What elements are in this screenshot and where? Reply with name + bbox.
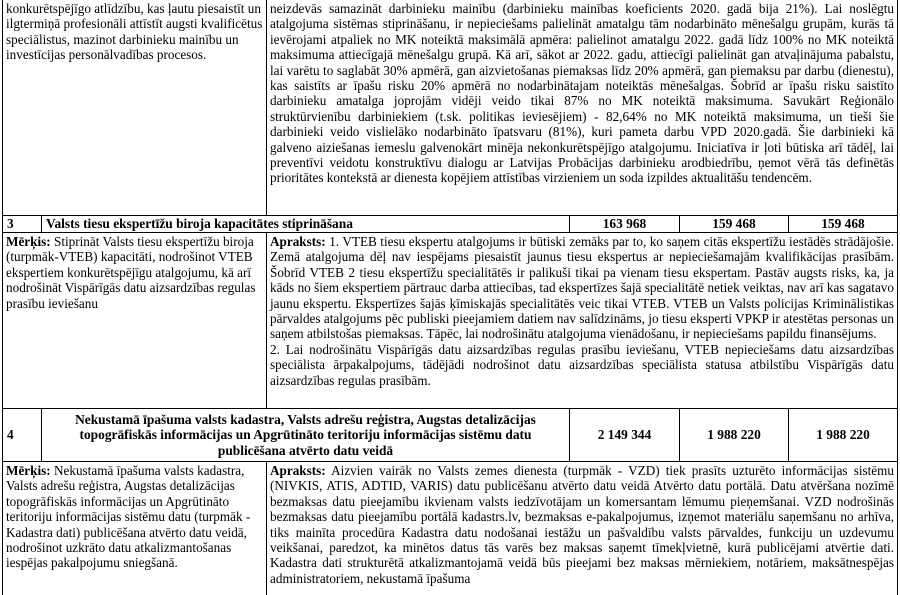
- row3-description-p2: 2. Lai nodrošinātu Vispārīgās datu aizsardzības regulas prasību ieviešanu, VTEB nepieciešams datu aizsardzības speciālista ārpakalpojums, tādējādi nodrošinot datu aizsardzības speciālista statusa atbilstību Vispārīgās datu aizsardzības regulas prasībām.: [270, 341, 894, 388]
- row4-title: Nekustamā īpašuma valsts kadastra, Valsts adrešu reģistra, Augstas detalizācijas topogrāfiskās informācijas un Apgrūtināto teritoriju informācijas sistēmu datu publicēšana atvērto datu veidā: [41, 408, 570, 462]
- row4-value-1: 2 149 344: [569, 408, 680, 462]
- row3-value-1: 163 968: [569, 215, 680, 233]
- row3-goal-label: Mērķis:: [6, 234, 51, 249]
- row4-value-3: 1 988 220: [788, 408, 898, 462]
- row4-description-text: Apraksts: Aizvien vairāk no Valsts zemes dienesta (turpmāk - VZD) tiek prasīts uzturēto informācijas sistēmu (NIVKIS, ATIS, ADTID, VARIS) datu publicēšanu atvērto datu veidā Atvērto datu portālā. Datu atvēršana nozīmē bezmaksas datu pieejamību ikvienam valsts iedzīvotājam un komersantam lēmumu pieņemšanai. VZD nodrošinās bezmaksas datu pieejamību portālā kadastrs.lv, bezmaksas e-pakalpojumus, izņemot materiālu saņemšanu no arhīva, tiks mainīta procedūra Kadastra datu nodošanai iestāžu un pašvaldību valsts pārvaldes, funkciju un uzdevumu veikšanai, paredzot, ka minētos datus tās varēs bez maksas saņemt tīmekļvietnē, kurā publicējami atvērtie dati. Kadastra dati strukturētā atkalizmantojamā veidā būs pieejami bez maksas mērniekiem, notāriem, maksātnespējas administratoriem, nekustamā īpašuma: [270, 463, 894, 586]
- row3-description-p1: Apraksts: 1. VTEB tiesu ekspertu atalgojums ir būtiski zemāks par to, ko saņem citās ekspertīžu iestādēs strādājošie. Zemā atalgojuma dēļ nav iespējams piesaistīt jaunus tiesu ekspertus ar nepieciešamajām kvalifikācijas prasībām. Šobrīd VTEB 2 tiesu ekspertīžu specialitātēs ir palikuši tikai pa vienam tiesu ekspertam. Pastāv augsts risks, ka, ja kāds no šiem ekspertiem pārtrauc darba attiecības, tad ekspertīzes šajā specialitātē netiek veiktas, nav arī kas sagatavo jaunu ekspertu. Ekspertīzes šajās ķīmiskajās specialitātēs veic tikai VTEB. VTEB un Valsts policijas Kriminālistikas pārvaldes atalgojums pēc publiski pieejamiem datiem nav salīdzināms, jo tiesu eksperti VPKP ir atestētas personas un saņem atbilstošas piemaksas. Tāpēc, lai nodrošinātu atalgojuma vienādošanu, ir nepieciešams papildu finansējums.: [270, 234, 894, 342]
- row4-number: 4: [2, 408, 42, 462]
- row2-description-text: neizdevās samazināt darbinieku mainību (darbinieku mainības koeficients 2020. gadā bija 21%). Lai noslēgtu atalgojuma sistēmas stiprināšanu, ir nepieciešams palielināt amatalgu tām nodarbināto mēnešalgu grupām, kurās tā ievērojami atpaliek no MK noteiktā maksimālā apmēra: palielinot amatalgu 2022. gadā līdz 100% no MK noteiktā maksimuma attiecīgajā mēnešalgu grupā. Kā arī, sākot ar 2022. gadu, attiecīgi palielināt gan atvaļinājuma pabalstu, lai varētu to saglabāt 30% apmērā, gan aizvietošanas piemaksas līdz 20% apmērā, gan piemaksu par darbu (dienestu), kas saistīts ar īpašu risku 20% apmērā no nodarbinātajam noteiktās mēnešalgas. Šobrīd ar īpašu risku saistīto darbinieku amatalga joprojām vidēji veido tikai 87% no MK noteiktā maksimuma. Savukārt Reģionālo struktūrvienību darbiniekiem (t.sk. politikas ieviesējiem) - 82,64% no MK noteiktā maksimuma, un tieši šie darbinieki veido vislielāko nodarbināto īpatsvaru (81%), kuri pameta darbu VPD 2020.gadā. Šie darbinieki kā galveno aiziešanas iemeslu galvenokārt minēja nekonkurētspējīgo atalgojumu. Iniciatīva ir ļoti būtiska arī tādēļ, lai preventīvi veidotu konstruktīvu dialogu ar Latvijas Probācijas darbinieku arodbiedrību, ņemot vērā tās definētās prioritātes kontekstā ar dienesta kopējiem attīstības virzieniem un soda izpildes aktualitāšu tendencēm.: [270, 1, 894, 186]
- row2-description-cell: [266, 0, 898, 216]
- row3-description-cell: [266, 232, 898, 409]
- row3-number: 3: [2, 215, 42, 233]
- row2-goal-text: konkurētspējīgo atlīdzību, kas ļautu piesaistīt un ilgtermiņā profesionāli attīstīt augsti kvalificētus speciālistus, mazinot darbinieku mainību un investīcijas personālvadības procesos.: [6, 1, 263, 63]
- row3-desc-label: Apraksts:: [270, 234, 326, 249]
- row4-goal-cell: [2, 461, 267, 595]
- row4-description-cell: [266, 461, 898, 595]
- row3-goal-text: Mērķis: Stiprināt Valsts tiesu ekspertīžu biroja (turpmāk-VTEB) kapacitāti, nodrošinot VTEB ekspertiem konkurētspējīgu atalgojumu, kā arī nodrošināt Vispārīgās datu aizsardzības regulas prasību ieviešanu: [6, 234, 256, 311]
- row2-goal-cell: [2, 0, 267, 216]
- row3-title: Valsts tiesu ekspertīžu biroja kapacitātes stiprināšana: [41, 215, 570, 233]
- row4-value-2: 1 988 220: [679, 408, 789, 462]
- row3-goal-cell: [2, 232, 267, 409]
- document-page: [2, 0, 898, 595]
- row3-value-3: 159 468: [788, 215, 898, 233]
- row3-value-2: 159 468: [679, 215, 789, 233]
- row4-desc-label: Apraksts:: [270, 463, 326, 478]
- row4-goal-text: Mērķis: Nekustamā īpašuma valsts kadastra, Valsts adrešu reģistra, Augstas detalizācijas topogrāfiskās informācijas un Apgrūtināto teritoriju informācijas sistēmu datu (turpmāk - Kadastra dati) publicēšana atvērto datu veidā, nodrošinot uzkrāto datu atkalizmantošanas iespējas pakalpojumu sniegšanā.: [6, 463, 251, 571]
- row4-goal-label: Mērķis:: [6, 463, 51, 478]
